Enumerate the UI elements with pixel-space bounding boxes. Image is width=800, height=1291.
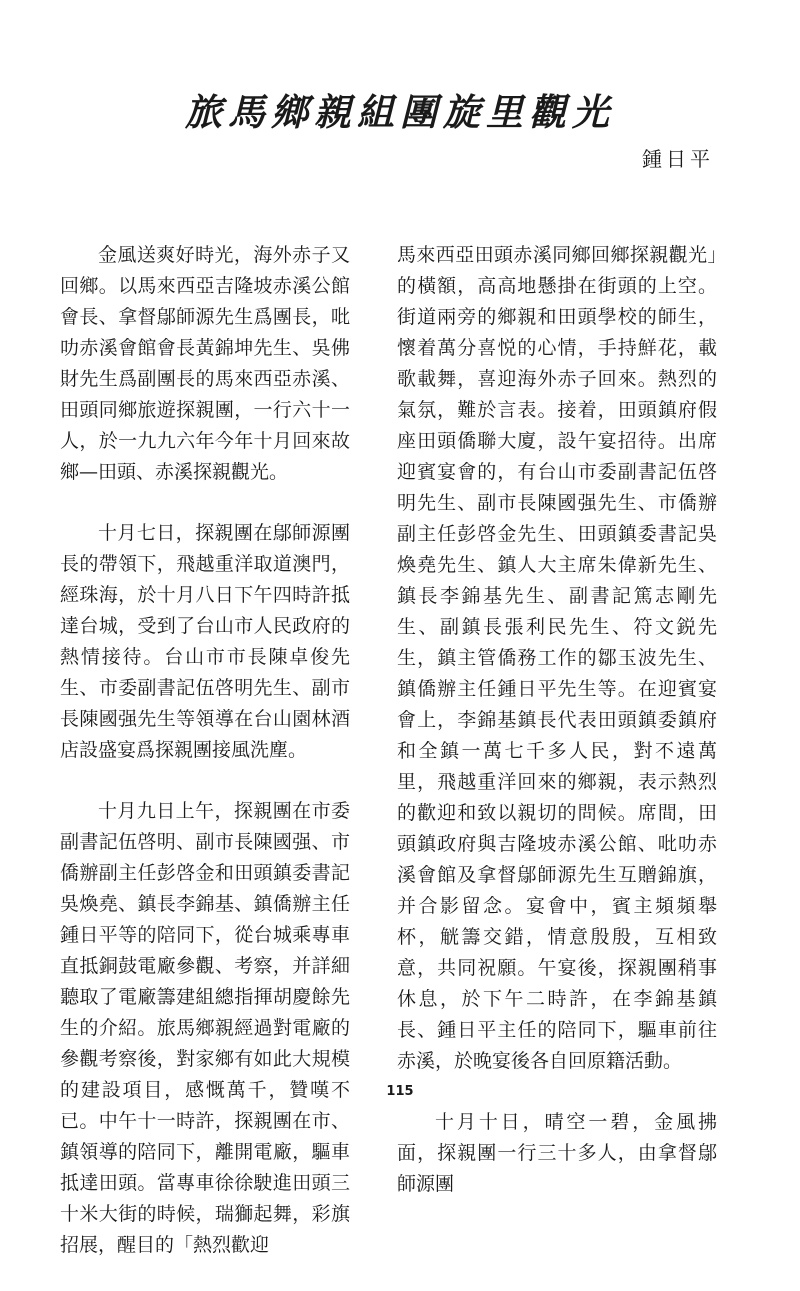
article-title: 旅馬鄉親組團旋里觀光: [185, 90, 615, 134]
paragraph: 金風送爽好時光，海外赤子又回鄉。以馬來西亞吉隆坡赤溪公館會長、拿督鄔師源先生爲團長，吡叻赤溪會館會長黃錦坤先生、吳佛財先生爲副團長的馬來西亞赤溪、田頭同鄉旅遊探親團，一行六十一人，於一九九六年今年十月回來故鄉—田頭、赤溪探親觀光。: [60, 244, 350, 483]
author-name: 鍾日平: [642, 147, 714, 171]
page-number: 115: [386, 1084, 414, 1099]
paragraph: 十月九日上午，探親團在市委副書記伍啓明、副市長陳國强、市僑辦副主任彭啓金和田頭鎮委書記吳煥堯、鎮長李錦基、鎮僑辦主任鍾日平等的陪同下，從台城乘專車直抵銅鼓電廠參觀、考察，并詳細聽取了電廠籌建組總指揮胡慶餘先生的介紹。旅馬鄉親經過對電廠的參觀考察後，對家鄉有如此大規模的建設項目，感慨萬千，贊嘆不已。中午十一時許，探親團在市、鎮領導的陪同下，離開電廠，驅車抵達田頭。當專車徐徐駛進田頭三十米大街的時候，瑞獅起舞，彩旗招展，醒目的「熱烈歡迎: [60, 800, 350, 1256]
paragraph: 十月七日，探親團在鄔師源團長的帶領下，飛越重洋取道澳門，經珠海，於十月八日下午四時許抵達台城，受到了台山市人民政府的熱情接待。台山市市長陳卓俊先生、市委副書記伍啓明先生、副市長陳國强先生等領導在台山園林酒店設盛宴爲探親團接風洗塵。: [60, 522, 350, 761]
right-column: [397, 240, 717, 1230]
paragraph: 馬來西亞田頭赤溪同鄉回鄉探親觀光」的橫額，高高地懸掛在街頭的上空。街道兩旁的鄉親和田頭學校的師生，懷着萬分喜悦的心情，手持鮮花，載歌載舞，喜迎海外赤子回來。熱烈的氣氛，難於言表。接着，田頭鎮府假座田頭僑聯大廈，設午宴招待。出席迎賓宴會的，有台山市委副書記伍啓明先生、副市長陳國强先生、市僑辦副主任彭啓金先生、田頭鎮委書記吳煥堯先生、鎮人大主席朱偉新先生、鎮長李錦基先生、副書記篤志剛先生、副鎮長張利民先生、符文鋭先生，鎮主管僑務工作的鄒玉波先生、鎮僑辦主任鍾日平先生等。在迎賓宴會上，李錦基鎮長代表田頭鎮委鎮府和全鎮一萬七千多人民，對不遠萬里，飛越重洋回來的鄉親，表示熱烈的歡迎和致以親切的問候。席間，田頭鎮政府與吉隆坡赤溪公館、吡叻赤溪會館及拿督鄔師源先生互贈錦旗，并合影留念。宴會中，賓主頻頻舉杯，觥籌交錯，情意殷殷，互相致意，共同祝願。午宴後，探親團稍事休息，於下午二時許，在李錦基鎮長、鍾日平主任的陪同下，驅車前往赤溪，於晚宴後各自回原籍活動。: [397, 244, 717, 1072]
paragraph: 十月十日，晴空一碧，金風拂面，探親團一行三十多人，由拿督鄔師源團: [397, 1111, 717, 1195]
left-column: [60, 240, 350, 1291]
